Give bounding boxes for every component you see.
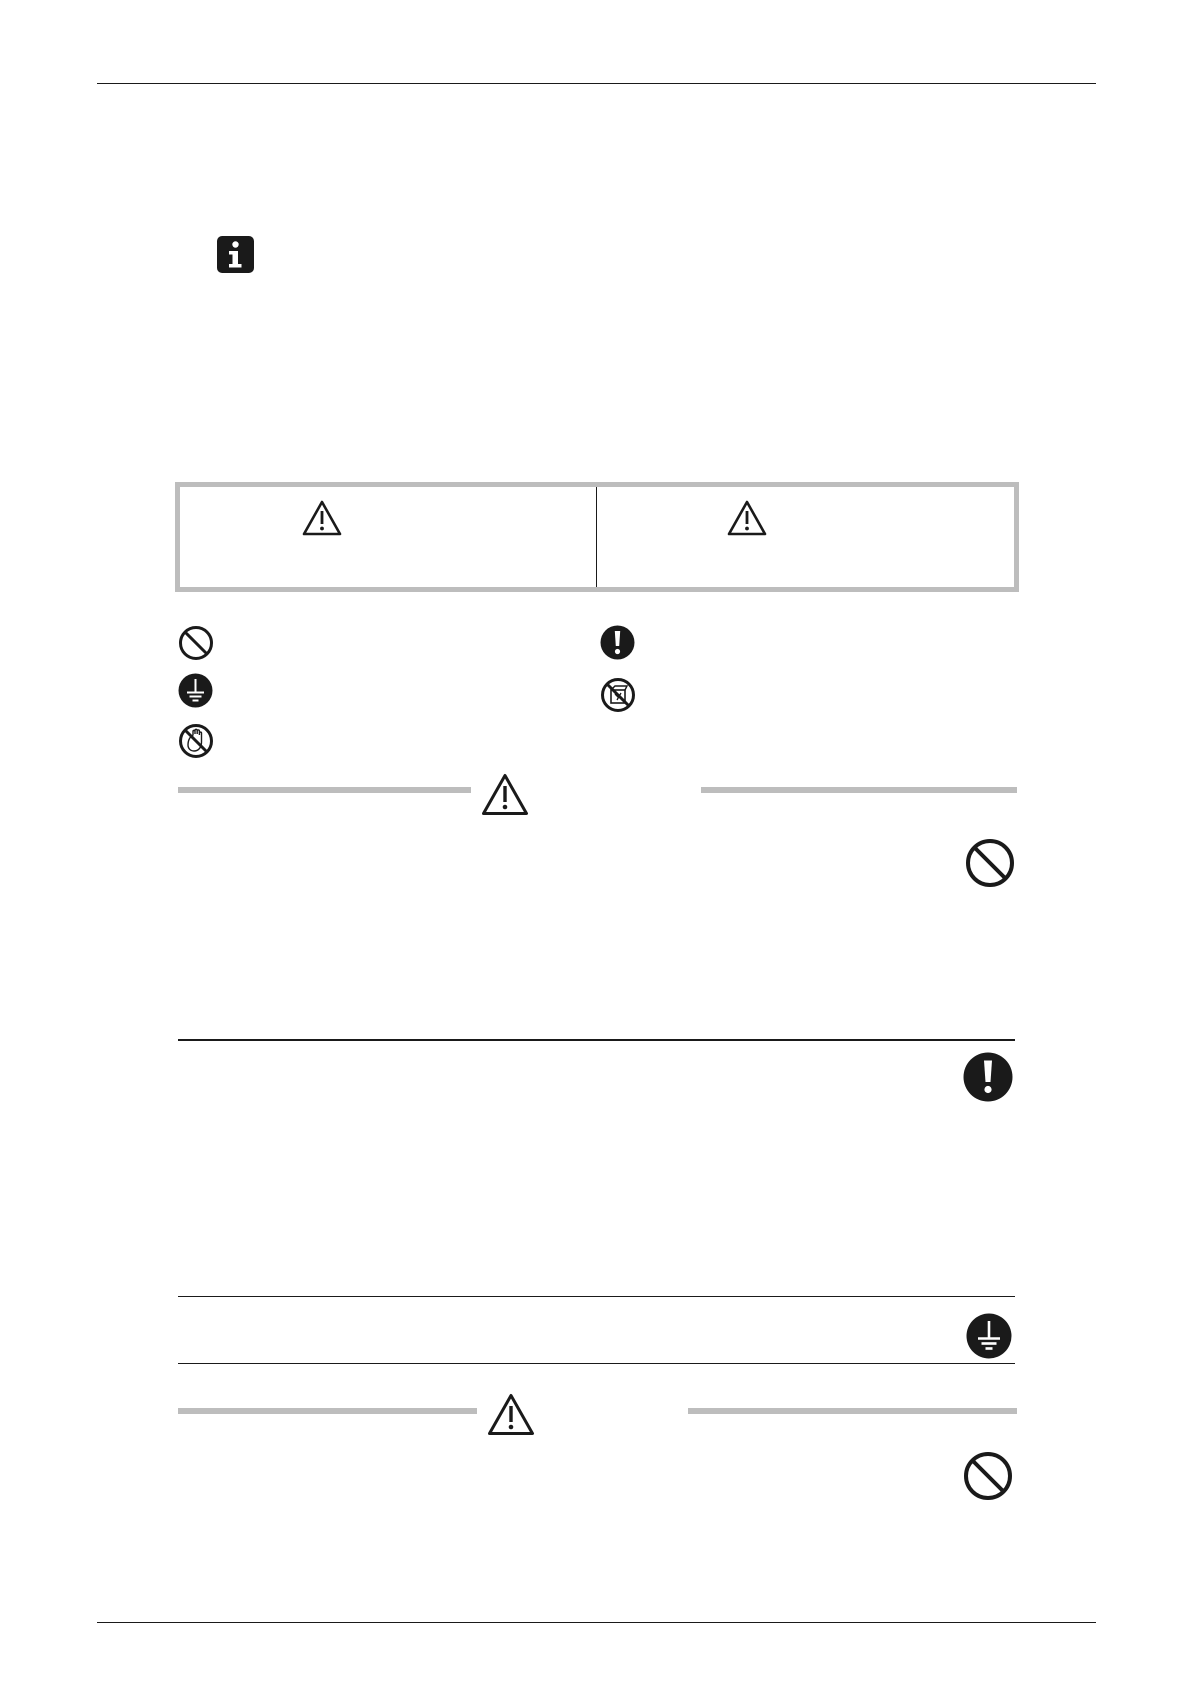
ground-icon [966,1313,1012,1359]
prohibited-icon [178,625,214,661]
info-icon [217,236,254,273]
warning-item-divider [178,1296,1015,1297]
no-disassembly-icon [600,677,636,713]
warning-header-band-right [701,787,1017,793]
do-not-touch-icon [178,723,214,759]
mandatory-icon [963,1052,1013,1102]
signal-word-legend-box [175,482,1019,592]
warning-section-end [178,1363,1015,1364]
mandatory-icon [600,625,635,660]
caution-header-band-left [178,1408,477,1414]
header-rule [97,83,1096,84]
prohibited-icon [965,838,1015,888]
ground-icon [178,673,213,708]
warning-triangle-icon [487,1393,535,1436]
warning-header-band-left [178,787,471,793]
caution-header-band-right [688,1408,1017,1414]
warning-item-divider [178,1039,1015,1041]
prohibited-icon [963,1451,1013,1501]
warning-triangle-icon [302,500,342,536]
warning-triangle-icon [727,500,767,536]
legend-divider [596,487,597,587]
warning-triangle-icon [481,773,529,816]
footer-rule [97,1622,1096,1623]
